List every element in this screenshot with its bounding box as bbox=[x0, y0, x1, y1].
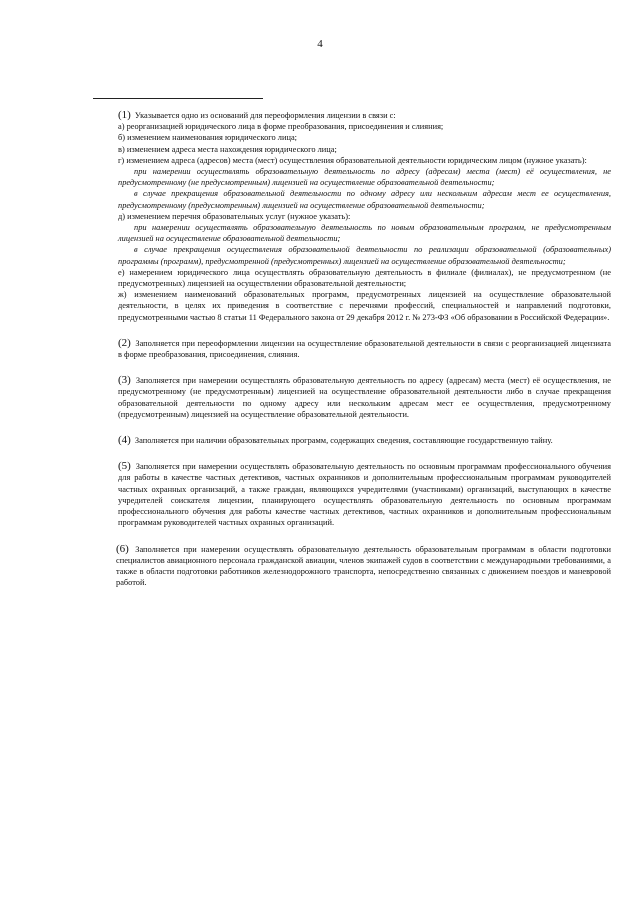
footnote-1-item-d-option-1: при намерении осуществлять образовательную деятельность по новым образовательным программ, не предусмотренным лицензией на осуществление образовательной деятельности; bbox=[118, 223, 611, 244]
footnote-1-item-d-option-2: в случае прекращения осуществления образовательной деятельности по реализации образовательной (образовательных) программы (программ), предусмотренной (предусмотренных) лицензией на осуществление образовательной деятельности; bbox=[118, 245, 611, 266]
footnotes bbox=[118, 110, 611, 588]
footnote-3-mark: (3) bbox=[118, 374, 131, 387]
footnote-3 bbox=[118, 375, 611, 420]
footnote-1-lead-text: Указывается одно из оснований для переоформления лицензии в связи с: bbox=[134, 111, 396, 120]
footnote-2 bbox=[118, 338, 611, 360]
footnote-6-lead-text: Заполняется при намерении осуществлять образовательную деятельность образовательным программам в области подготовки специалистов авиационного персонала гражданской авиации, членов экипажей судов в соответствии с международными требованиями, а также в области подготовки работников железнодорожного транспорта, непосредственно связанных с движением поездов и маневровой работой. bbox=[116, 544, 611, 588]
footnote-5-text bbox=[118, 461, 611, 528]
footnote-2-lead-text: Заполняется при переоформлении лицензии на осуществление образовательной деятельности в связи с реорганизацией лицензиата в форме преобразования, присоединения, слияния. bbox=[118, 338, 611, 360]
footnote-1-item-b: б) изменением наименования юридического лица; bbox=[118, 133, 297, 143]
footnote-1-item-d: д) изменением перечня образовательных услуг (нужное указать): bbox=[118, 211, 351, 221]
footnote-6 bbox=[116, 544, 611, 589]
footnote-4-lead-text: Заполняется при наличии образовательных программ, содержащих сведения, составляющие государственную тайну. bbox=[134, 436, 553, 446]
footnote-6-text bbox=[116, 544, 611, 589]
footnote-3-lead-text: Заполняется при намерении осуществлять образовательную деятельность по адресу (адресам) места (мест) её осуществления, не предусмотренному (не предусмотренным) лицензией на осуществление образовательной деятельности либо в случае прекращения образовательной деятельности по одному адресу или нескольким адресам мест ее осуществления, предусмотренному (предусмотренным) лицензией на осуществление образовательной деятельности. bbox=[118, 376, 611, 419]
footnote-1 bbox=[118, 110, 611, 323]
footnote-2-mark: (2) bbox=[118, 336, 131, 349]
footnote-1-item-v: в) изменением адреса места нахождения юридического лица; bbox=[118, 144, 337, 154]
footnote-5 bbox=[118, 461, 611, 528]
footnote-4-mark: (4) bbox=[118, 434, 131, 447]
footnote-1-item-e: е) намерением юридического лица осуществлять образовательную деятельность в филиале (филиалах), не предусмотренном (не предусмотренных) лицензией на осуществлении образовательной деятельности; bbox=[118, 267, 611, 289]
footnote-3-text bbox=[118, 375, 611, 420]
footnote-1-lead bbox=[118, 110, 611, 121]
footnote-divider bbox=[93, 98, 263, 99]
footnote-1-item-g: г) изменением адреса (адресов) места (мест) осуществления образовательной деятельности юридическим лицом (нужное указать): bbox=[118, 155, 587, 165]
footnote-1-item-zh: ж) изменением наименований образовательных программ, предусмотренных лицензией на осуществление образовательной деятельности, в целях их приведения в соответствие с перечнями профессий, специальностей и направлений подготовки, предусмотренными частью 8 статьи 11 Федерального закона от 29 декабря 2012 г. № 273-ФЗ «Об образовании в Российской Федерации». bbox=[118, 290, 611, 322]
footnote-4 bbox=[118, 435, 611, 446]
footnote-1-item-g-option-1: при намерении осуществлять образовательную деятельность по адресу (адресам) места (мест) её осуществления, не предусмотренному (не предусмотренным) лицензией на осуществление образовательной деятельности; bbox=[118, 167, 611, 188]
footnote-1-item-g-option-2: в случае прекращения образовательной деятельности по одному адресу или нескольким адресам мест ее осуществления, предусмотренному (предусмотренным) лицензией на осуществление образовательной деятельности; bbox=[118, 189, 611, 210]
footnote-5-mark: (5) bbox=[118, 460, 131, 473]
footnote-6-mark: (6) bbox=[116, 542, 129, 555]
footnote-1-item-a: а) реорганизацией юридического лица в форме преобразования, присоединения и слияния; bbox=[118, 122, 444, 132]
footnote-2-text bbox=[118, 338, 611, 360]
page-number: 4 bbox=[317, 38, 323, 50]
footnote-4-text bbox=[118, 435, 611, 446]
footnote-5-lead-text: Заполняется при намерении осуществлять образовательную деятельность по основным программам профессионального обучения для работы в качестве частных детективов, частных охранников и дополнительным профессиональным программам руководителей частных охранных организаций, а также граждан, являющихся учредителями (участниками) организаций, выступающих в качестве учредителей соискателя лицензии, планирующего осуществлять образовательную деятельность по основным программам профессионального обучения для работы качестве частных детективов, частных охранников и дополнительным профессиональным программам руководителей частных охранных организаций. bbox=[118, 462, 612, 528]
footnote-1-mark: (1) bbox=[118, 109, 131, 121]
